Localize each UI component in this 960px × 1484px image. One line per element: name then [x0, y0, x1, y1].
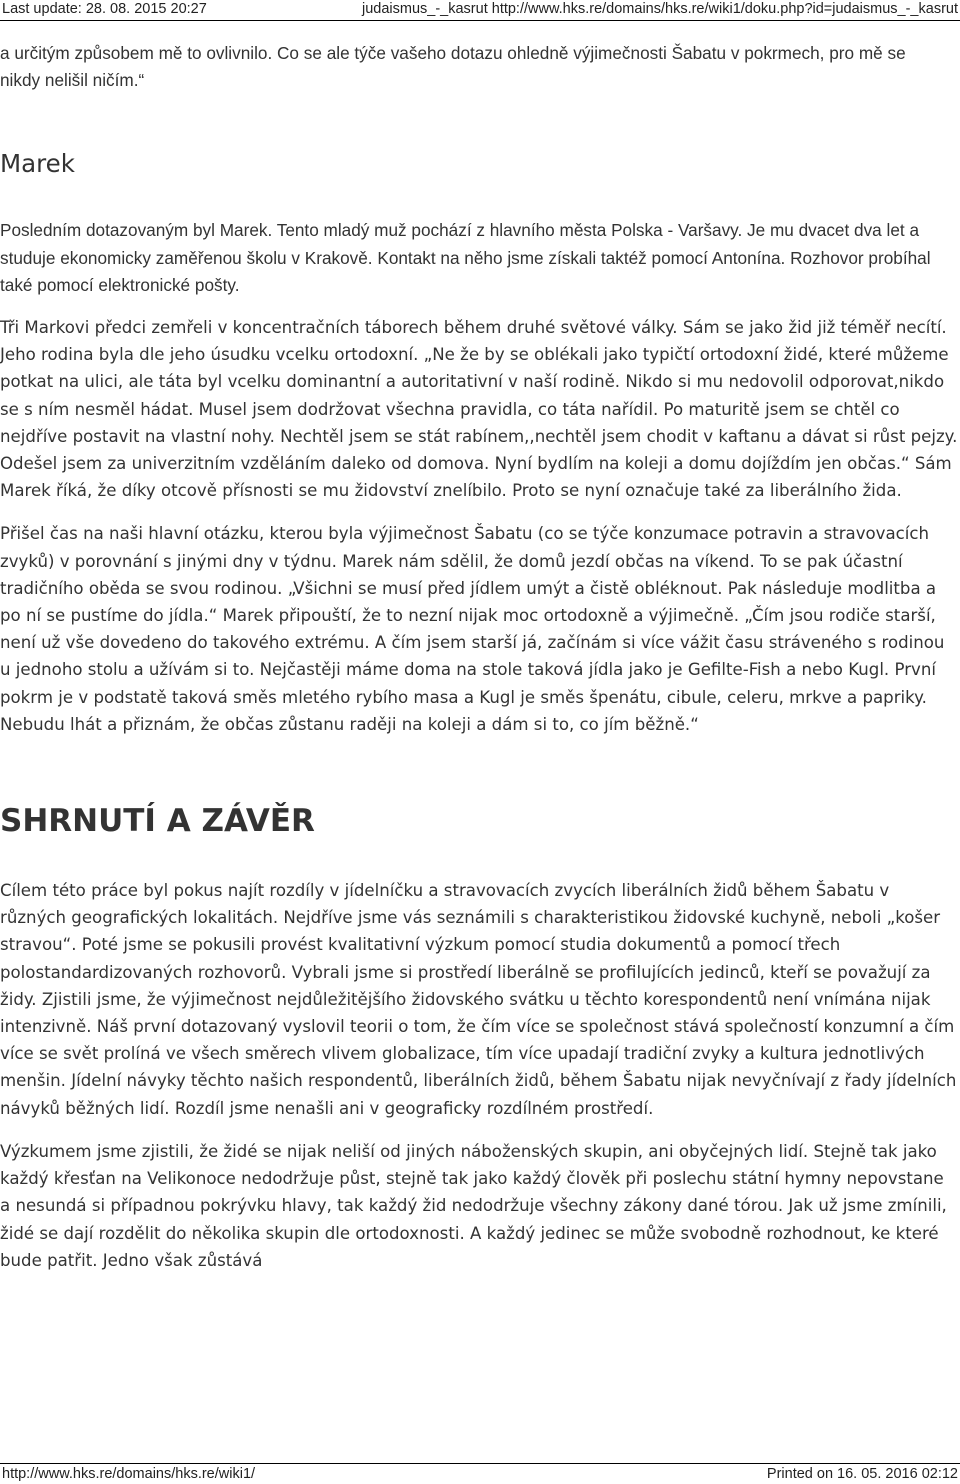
marek-intro-paragraph — [0, 217, 958, 299]
marek-intro-text: Posledním dotazovaným byl Marek. Tento mladý muž pochází z hlavního města Polska - Varšavy. — [0, 220, 743, 241]
marek-intro-text-end: Rozhovor probíhal také pomocí elektronické pošty. — [0, 247, 931, 295]
section-heading-marek: Marek — [0, 149, 75, 179]
summary-paragraph-1: Cílem této práce byl pokus najít rozdíly v jídelníčku a stravovacích zvycích liberálních židů během Šabatu v různých geografických lokalitách. Nejdříve jsme vás seznámili s charakteristikou židovské kuchyně, neboli „košer stravou“. Poté jsme se pokusili provést kvalitativní výzkum pomocí studia dokumentů a pomocí třech polostandardizovaných rozhovorů. Vybrali jsme si prostředí liberálně se profilujících jedinců, kteří se považují za židy. Zjistili jsme, že výjimečnost nejdůležitějšího židovského svátku u těchto korespondentů není vnímána nijak intenzivně. Náš první dotazovaný vyslovil teorii o tom, že čím více se společnost stává společností konzumní a čím více se svět prolíná ve všech směrech vlivem globalizace, tím více upadají tradiční zvyky a kultura jednotlivých menšin. Jídelní návyky těchto našich respondentů, liberálních židů, během Šabatu nijak nevyčnívají z řady jídelních návyků běžných lidí. Rozdíl jsme nenašli ani v geograficky rozdílném prostředí. — [0, 881, 957, 1118]
document-content — [0, 40, 958, 1274]
summary-paragraph-2: Výzkumem jsme zjistili, že židé se nijak neliší od jiných náboženských skupin, ani obyčejných lidí. Stejně tak jako každý křesťan na Velikonoce nedodržuje půst, stejně tak jako každý člověk při poslechu státní hymny nepovstane a nesundá si případnou pokrývku hlavy, tak každý žid nedodržuje všechny zákony dané tórou. Jak už jsme zmínili, židé se dají rozdělit do několika skupin dle ortodoxnosti. A každý jedinec se může svobodně rozhodnout, ke které bude patřit. Jedno však zůstává — [0, 1141, 947, 1270]
page-reference-link[interactable]: judaismus_-_kasrut http://www.hks.re/domains/hks.re/wiki1/doku.php?id=judaismus_-_kasrut — [362, 1, 958, 17]
section-heading-summary: SHRNUTÍ A ZÁVĚR — [0, 803, 315, 840]
marek-intro-text-rest: Je mu dvacet dva let a studuje ekonomicky zaměřenou školu v Krakově. Kontakt na něho jsme získali taktéž pomocí Antonína. — [0, 220, 920, 268]
printed-date-label: Printed on 16. 05. 2016 02:12 — [766, 1466, 958, 1482]
page-header — [0, 0, 960, 21]
marek-family-paragraph: Tři Markovi předci zemřeli v koncentračních táborech během druhé světové války. Sám se jako žid již téměř necítí. Jeho rodina byla dle jeho úsudku vcelku ortodoxní. „Ne že by se oblékali jako typičtí ortodoxní židé, které můžeme potkat na ulici, ale táta byl vcelku dominantní a autoritativní v naší rodině. Nikdo si mu nedovolil odporovat,nikdo se s ním nesměl hádat. Musel jsem dodržovat všechna pravidla, co táta nařídil. Po maturitě jsem se chtěl co nejdříve postavit na vlastní nohy. Nechtěl jsem se stát rabínem,,nechtěl jsem chodit v kaftanu a dávat si růst pejzy. Odešel jsem za univerzitním vzděláním daleko od domova. Nyní bydlím na koleji a domu dojíždím jen občas.“ Sám Marek říká, že díky otcově přísnosti se mu židovství znelíbilo. Proto se nyní označuje také za liberálního žida. — [0, 318, 958, 501]
marek-shabbat-paragraph: Přišel čas na naši hlavní otázku, kterou byla výjimečnost Šabatu (co se týče konzumace potravin a stravovacích zvyků) v porovnání s jinými dny v týdnu. Marek nám sdělil, že domů jezdí občas na víkend. To se pak účastní tradičního oběda se svou rodinou. „Všichni se musí před jídlem umýt a čistě obléknout. Pak následuje modlitba a po ní se pustíme do jídla.“ Marek připouští, že to nezní nijak moc ortodoxně a výjimečně. „Čím jsou rodiče starší, není už vše dovedeno do takového extrému. A čím jsem starší já, začínám si více vážit času stráveného s rodinou u jednoho stolu a užívám si to. Nejčastěji máme doma na stole taková jídla jako je Gefilte-Fish a nebo Kugl. První pokrm je v podstatě taková směs mletého rybího masa a Kugl je směs špenátu, cibule, celeru, mrkve a papriky. Nebudu lhát a přiznám, že občas zůstanu raději na koleji a dám si to, co jím běžně.“ — [0, 524, 945, 734]
last-update-label: Last update: 28. 08. 2015 20:27 — [2, 1, 207, 17]
footer-url-link[interactable]: http://www.hks.re/domains/hks.re/wiki1/ — [2, 1466, 256, 1482]
intro-paragraph: a určitým způsobem mě to ovlivnilo. Co se ale týče vašeho dotazu ohledně výjimečnosti Šabatu v pokrmech, pro mě se nikdy nelišil ničím.“ — [0, 43, 906, 91]
page-footer — [0, 1463, 960, 1484]
